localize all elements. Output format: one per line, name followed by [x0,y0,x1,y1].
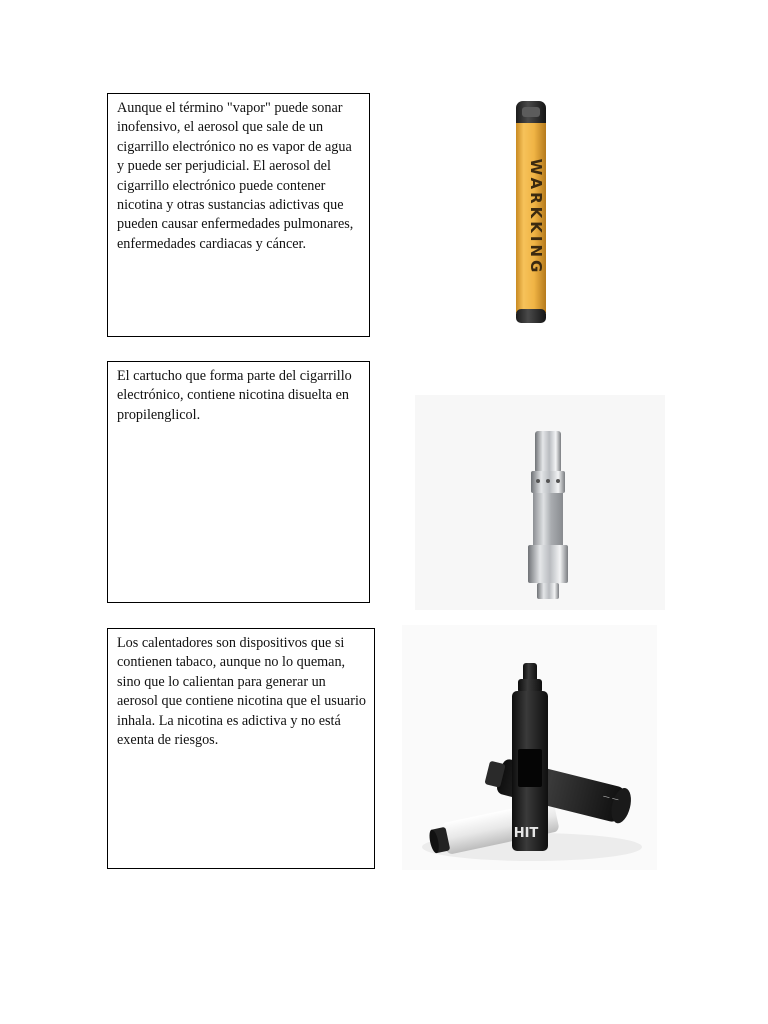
heater-brand-text: HIT [513,826,539,841]
disposable-vape-pen-image [480,95,580,330]
svg-text:— —: — — [602,792,620,804]
paragraph-cartridge: El cartucho que forma parte del cigarrillo electrónico, contiene nicotina disuelta en propilenglicol. [117,368,352,423]
text-box-vapor [107,93,370,337]
paragraph-heaters: Los calentadores son dispositivos que si contienen tabaco, aunque no lo queman, sino que lo calientan para generar un aerosol que contiene nicotina que el usuario inhala. La nicotina es adictiva y no está exenta de riesgos. [117,635,366,749]
paragraph-vapor: Aunque el término "vapor" puede sonar inofensivo, el aerosol que sale de un cigarrillo electrónico no es vapor de agua y puede ser perjudicial. El aerosol del cigarrillo electrónico puede contener nicotina y otras sustancias adictivas que pueden causar enfermedades pulmonares, enfermedades cardiacas y cáncer. [117,100,354,252]
text-box-heaters [107,628,375,869]
vape-pen-brand-text: WARKKING [527,158,545,276]
cartridge-image [415,395,665,610]
heated-tobacco-device-image [402,625,657,870]
text-box-cartridge [107,361,370,603]
